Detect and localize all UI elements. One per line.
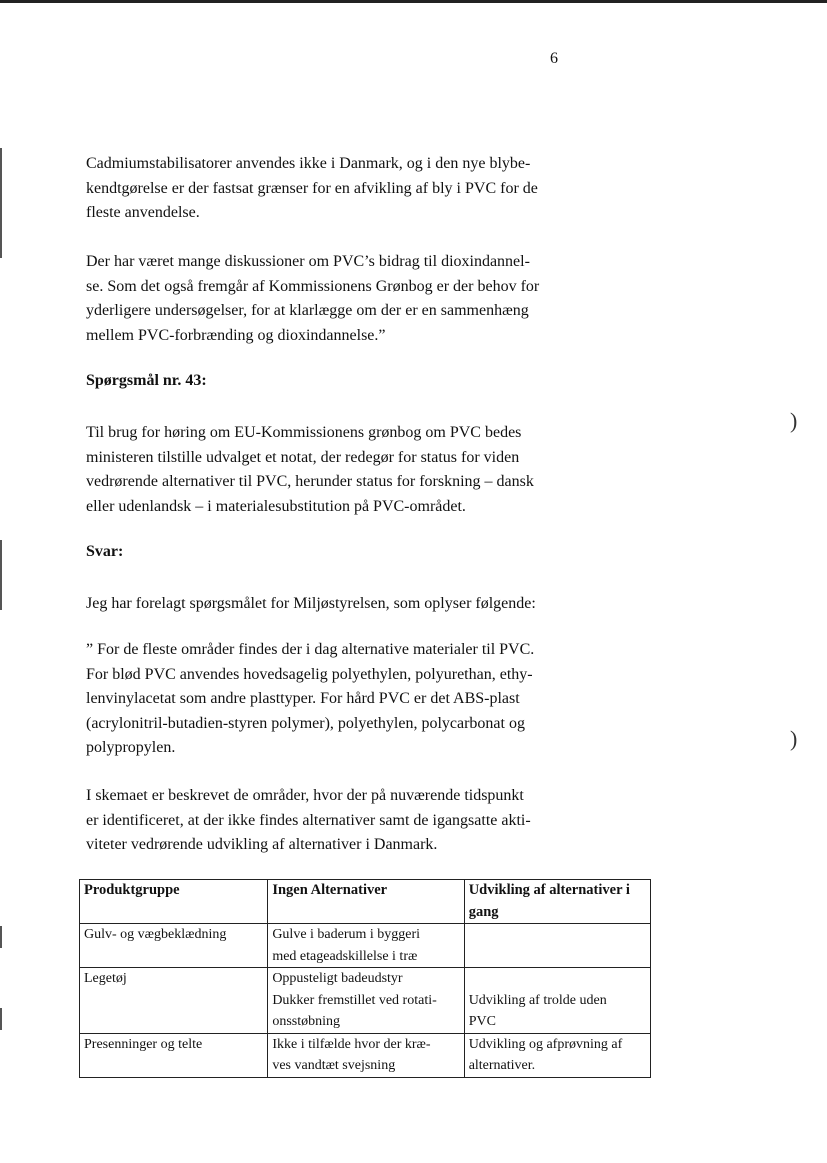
scan-margin-mark	[0, 926, 2, 948]
column-header-product-group: Produktgruppe	[80, 880, 268, 924]
scan-margin-mark	[0, 540, 2, 610]
column-header-development	[464, 880, 650, 924]
table-cell	[268, 968, 464, 1034]
paragraph-cadmium	[86, 152, 586, 226]
binder-hole-mark: )	[790, 408, 798, 433]
cell-line	[469, 968, 646, 990]
scan-top-edge	[0, 0, 827, 3]
text-line: ministeren tilstille udvalget et notat, der redegør for status for viden	[86, 448, 520, 466]
text-line: eller udenlandsk – i materialesubstitution på PVC-området.	[86, 497, 466, 515]
table-cell	[80, 968, 268, 1034]
table-header-row	[80, 880, 651, 924]
table-cell	[268, 924, 464, 968]
cell-line: Udvikling og afprøvning af	[468, 1036, 623, 1052]
text-line: polypropylen.	[86, 739, 176, 756]
table-row	[80, 1033, 651, 1077]
text-line: mellem PVC-forbrænding og dioxindannelse.”	[86, 326, 386, 344]
paragraph-dioxin	[86, 250, 586, 348]
cell-line: PVC	[468, 1014, 496, 1029]
paragraph-alternatives	[86, 638, 586, 761]
page-number: 6	[550, 50, 558, 67]
header-line: gang	[468, 903, 499, 920]
text-line: ” For de fleste områder findes der i dag alternative materialer til PVC.	[86, 641, 535, 658]
cell-line: Oppusteligt badeudstyr	[272, 971, 403, 986]
text-line: kendtgørelse er der fastsat grænser for en afvikling af bly i PVC for de	[86, 179, 538, 197]
cell-line: Presenninger og telte	[84, 1036, 203, 1052]
cell-line: Udvikling af trolde uden	[468, 992, 607, 1008]
table-cell	[464, 968, 650, 1034]
text-line: vedrørende alternativer til PVC, herunder status for forskning – dansk	[86, 473, 534, 490]
cell-line: alternativer.	[468, 1058, 536, 1073]
table-cell	[464, 1033, 650, 1077]
text-line: Der har været mange diskussioner om PVC’s bidrag til dioxindannel-	[86, 253, 530, 270]
binder-hole-mark: )	[790, 726, 798, 751]
text-line: lenvinylacetat som andre plasttyper. For hård PVC er det ABS-plast	[86, 690, 520, 707]
text-line: Til brug for høring om EU-Kommissionens grønbog om PVC bedes	[86, 424, 522, 441]
paragraph-answer-intro	[86, 592, 586, 617]
cell-line: Ikke i tilfælde hvor der kræ-	[272, 1036, 431, 1052]
scan-margin-mark	[0, 148, 2, 258]
table-cell	[268, 1033, 464, 1077]
text-line: er identificeret, at der ikke findes alternativer samt de igangsatte akti-	[86, 811, 531, 829]
text-line: se. Som det også fremgår af Kommissionens Grønbog er der behov for	[86, 277, 540, 295]
text-line: Jeg har forelagt spørgsmålet for Miljøstyrelsen, som oplyser følgende:	[86, 595, 536, 612]
table-cell	[464, 924, 650, 968]
table-row	[80, 968, 651, 1034]
text-line: (acrylonitril-butadien-styren polymer), polyethylen, polycarbonat og	[86, 714, 525, 732]
text-line: I skemaet er beskrevet de områder, hvor der på nuværende tidspunkt	[86, 787, 524, 804]
scan-margin-mark	[0, 1008, 2, 1030]
question-heading: Spørgsmål nr. 43:	[86, 372, 207, 389]
header-line: Udvikling af alternativer i	[468, 882, 630, 898]
cell-line: Legetøj	[84, 971, 127, 986]
column-header-no-alternatives: Ingen Alternativer	[268, 880, 464, 924]
table-cell	[80, 1033, 268, 1077]
table-cell	[80, 924, 268, 968]
text-line: yderligere undersøgelser, for at klarlægge om der er en sammenhæng	[86, 302, 529, 319]
cell-line: Gulve i baderum i byggeri	[272, 927, 421, 942]
text-line: For blød PVC anvendes hovedsagelig polyethylen, polyurethan, ethy-	[86, 665, 533, 683]
cell-line: Dukker fremstillet ved rotati-	[272, 992, 437, 1008]
text-line: viteter vedrørende udvikling af alternativer i Danmark.	[86, 836, 438, 853]
cell-line: ves vandtæt svejsning	[272, 1058, 396, 1073]
table-row	[80, 924, 651, 968]
text-line: Cadmiumstabilisatorer anvendes ikke i Danmark, og i den nye blybe-	[86, 155, 531, 172]
alternatives-table	[79, 879, 651, 1078]
answer-heading: Svar:	[86, 543, 124, 560]
cell-line: med etageadskillelse i træ	[272, 948, 418, 964]
paragraph-question	[86, 421, 586, 519]
text-line: fleste anvendelse.	[86, 204, 200, 221]
paragraph-scheme	[86, 784, 586, 858]
cell-line: Gulv- og vægbeklædning	[84, 927, 227, 942]
cell-line	[469, 924, 646, 946]
cell-line: onsstøbning	[272, 1014, 340, 1029]
